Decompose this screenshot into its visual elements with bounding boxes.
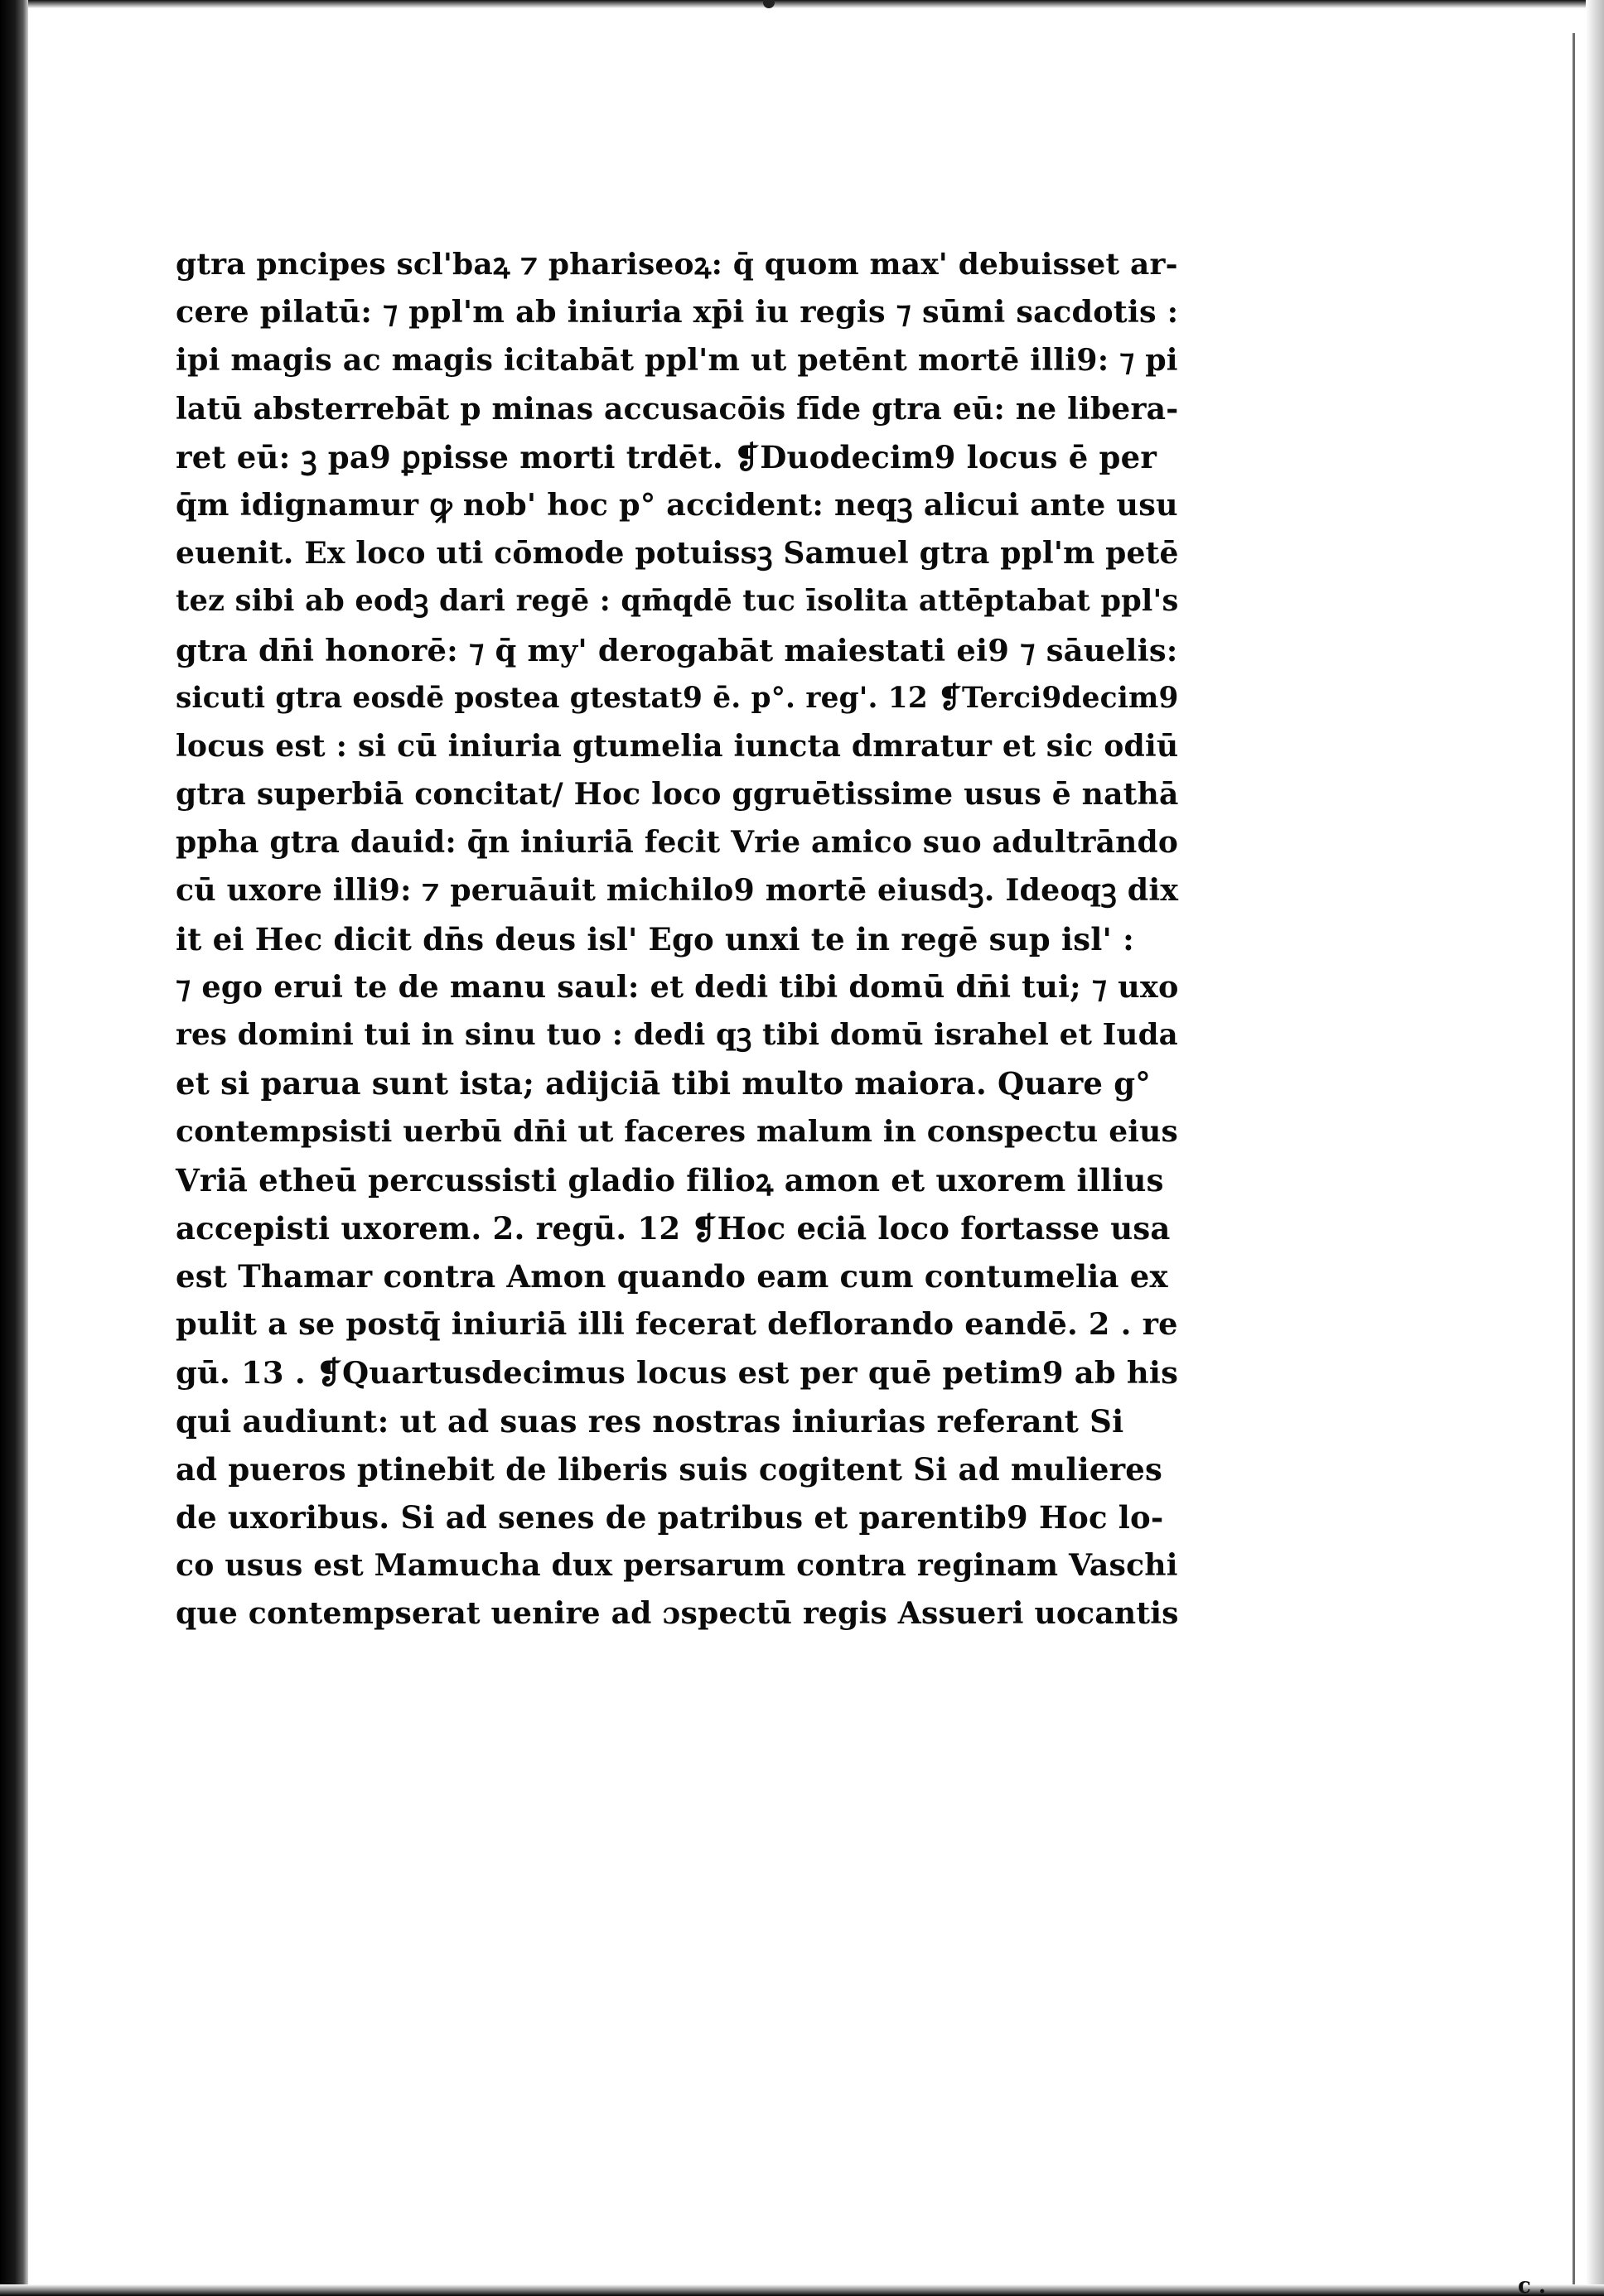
text-line: latū absterrebāt p minas accusacōis fīde gtra eū: ne libera- (176, 390, 1179, 427)
text-line: ppha gtra dauid: q̄n iniuriā fecit Vrie amico suo adultrāndo (176, 825, 1179, 861)
text-line: gū. 13 . ❡Quartusdecimus locus est per quē petim9 ab his (176, 1354, 1179, 1392)
text-line: est Thamar contra Amon quando eam cum contumelia ex (176, 1257, 1168, 1295)
text-line: de uxoribus. Si ad senes de patribus et parentib9 Hoc lo- (176, 1498, 1164, 1536)
signature-mark: c . (1518, 2274, 1546, 2296)
text-line: it ei Hec dicit dn̄s deus isl' Ego unxi te in regē sup isl' : (176, 920, 1134, 957)
text-line: res domini tui in sinu tuo : dedi qꝫ tibi domū israhel et Iuda (176, 1018, 1178, 1052)
text-column (176, 240, 1178, 1638)
text-line: tez sibi ab eodꝫ dari regē : qm̄qdē tuc īsolita attēptabat ppl's (176, 584, 1179, 619)
text-line: contempsisti uerbū dn̄i ut faceres malum in conspectu eius (176, 1114, 1178, 1150)
scan-spine-edge (0, 0, 28, 2296)
page-edge-line (1573, 33, 1575, 2286)
text-line: ad pueros ptinebit de liberis suis cogitent Si ad mulieres (176, 1450, 1163, 1488)
scan-top-edge (0, 0, 1604, 8)
text-line: euenit. Ex loco uti cōmode potuissꝫ Samuel gtra ppl'm petē (176, 536, 1179, 572)
scan-bottom-edge (0, 2284, 1604, 2296)
text-line: pulit a se postq̄ iniuriā illi fecerat deflorando eandē. 2 . re (176, 1306, 1178, 1343)
text-line: ret eū: ꝫ pa9 ꝑpisse morti trdēt. ❡Duodecim9 locus ē per (176, 438, 1157, 475)
text-line: locus est : si cū iniuria gtumelia iuncta dmratur et sic odiū (176, 727, 1179, 764)
text-line: Vriā etheū percussisti gladio filioꝝ amon et uxorem illius (176, 1161, 1164, 1199)
text-line: accepisti uxorem. 2. regū. 12 ❡Hoc eciā loco fortasse usa (176, 1209, 1171, 1247)
text-line: cere pilatū: ⁊ ppl'm ab iniuria xp̄i iu regis ⁊ sūmi sacdotis : (176, 294, 1179, 330)
text-line: sicuti gtra eosdē postea gtestat9 ē. p°. reg'. 12 ❡Terci9decim9 (176, 681, 1179, 715)
text-line: et si parua sunt ista; adijciā tibi multo maiora. Quare g° (176, 1065, 1151, 1102)
text-line: gtra superbiā concitat/ Hoc loco ggruētissime usus ē nathā (176, 776, 1179, 813)
text-line: cū uxore illi9: ⁊ peruāuit michilo9 mortē eiusdꝫ. Ideoqꝫ dix (176, 872, 1179, 909)
text-line: co usus est Mamucha dux persarum contra reginam Vaschi (176, 1547, 1178, 1584)
text-line: gtra dn̄i honorē: ⁊ q̄ my' derogabāt maiestati ei9 ⁊ sāuelis: (176, 631, 1178, 668)
text-line: que contempserat uenire ad ɔspectū regis Assueri uocantis (176, 1595, 1179, 1632)
text-line: ⁊ ego erui te de manu saul: et dedi tibi domū dn̄i tui; ⁊ uxo (176, 968, 1179, 1005)
text-line: ipi magis ac magis icitabāt ppl'm ut petēnt mortē illi9: ⁊ pi (176, 342, 1178, 379)
text-line: gtra pncipes scl'baꝝ ⁊ phariseoꝝ: q̄ quom max' debuisset ar- (176, 247, 1178, 282)
text-line: qui audiunt: ut ad suas res nostras iniurias referant Si (176, 1402, 1124, 1440)
text-line: q̄m idignamur ꝙ nob' hoc p° accident: neqꝫ alicui ante usu (176, 486, 1178, 523)
scan-right-edge (1586, 0, 1604, 2296)
